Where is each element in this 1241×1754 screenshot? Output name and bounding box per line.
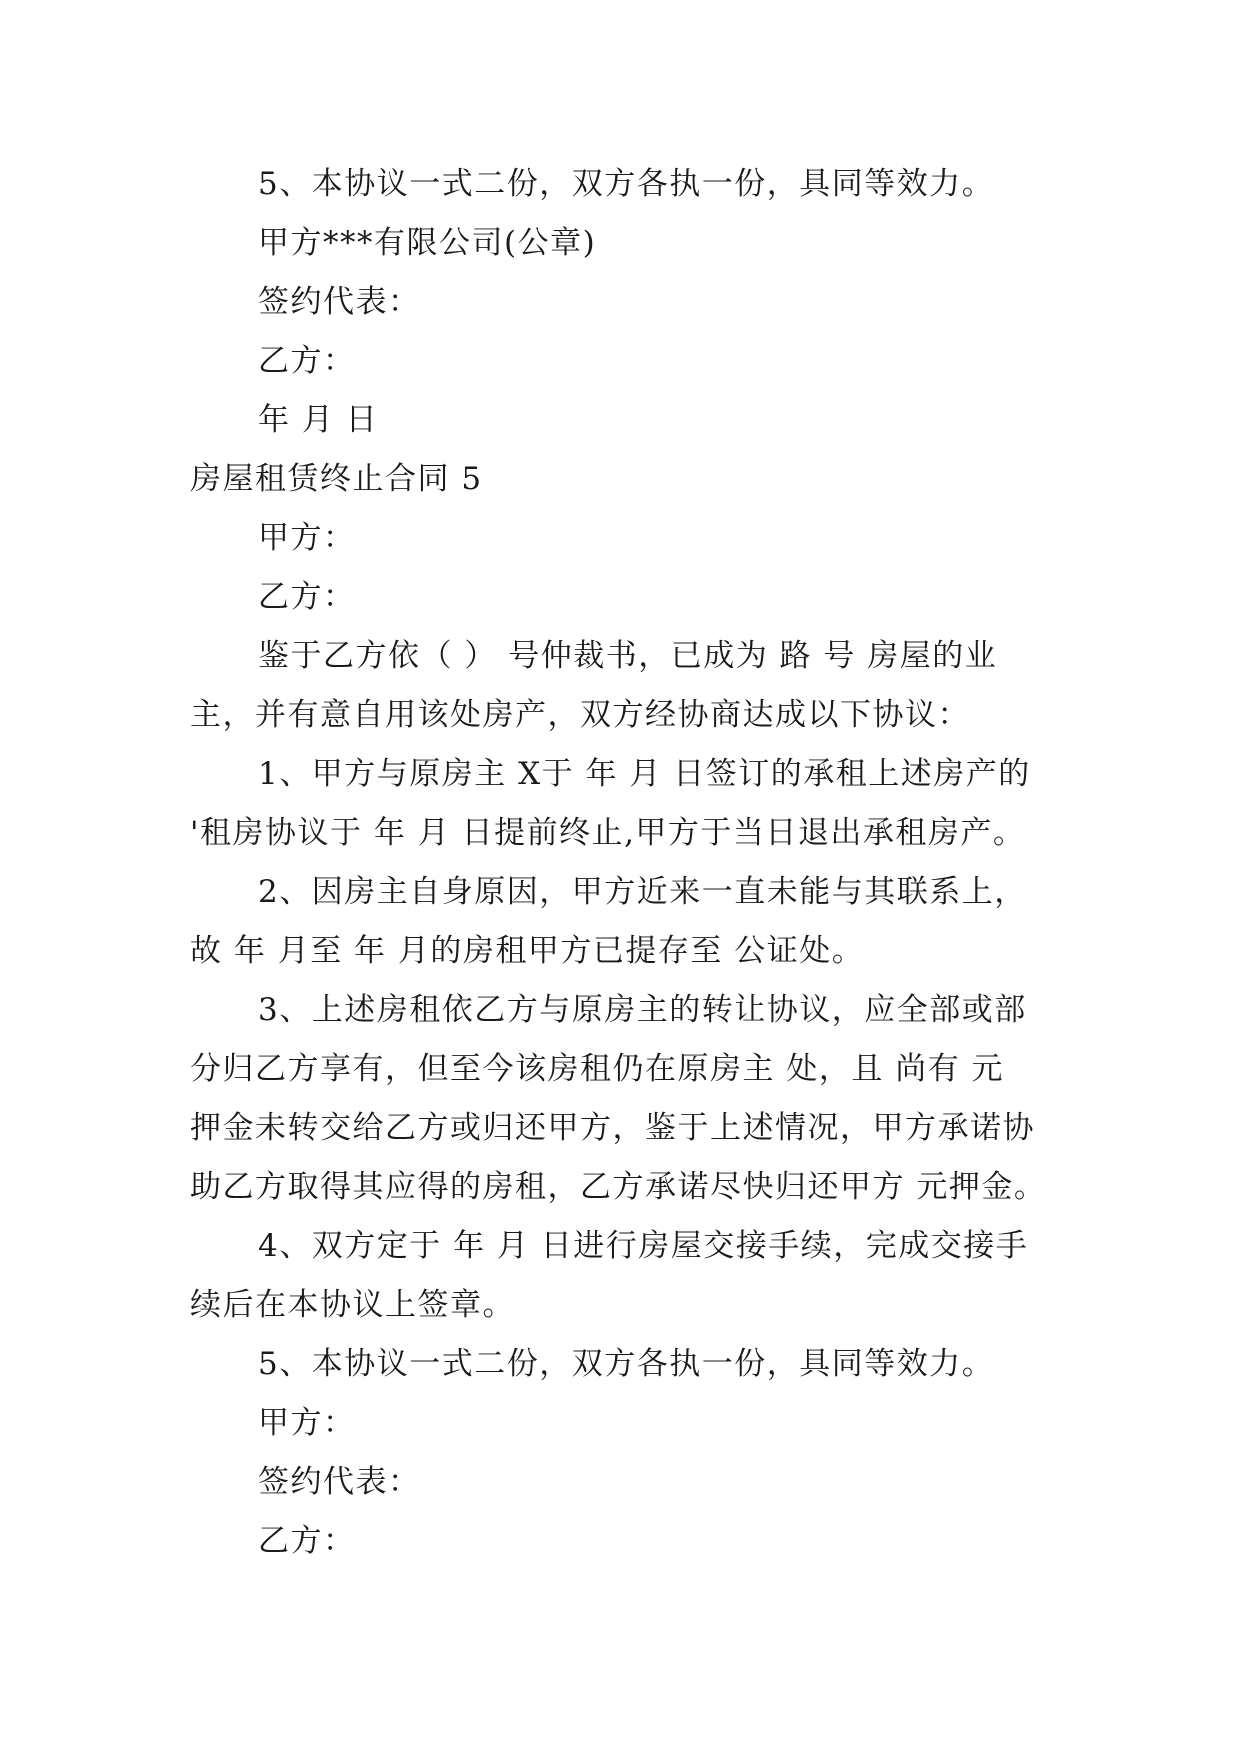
clause-1-line-1: 1、甲方与原房主 X于 年 月 日签订的承租上述房产的 <box>258 756 1031 792</box>
clause-3-line-2: 分归乙方享有，但至今该房租仍在原房主 处，且 尚有 元 <box>190 1051 1005 1087</box>
signing-representative: 签约代表： <box>258 1464 421 1500</box>
party-b-signature: 乙方： <box>258 1523 356 1559</box>
clause-3-line-1: 3、上述房租依乙方与原房主的转让协议，应全部或部 <box>258 992 1027 1028</box>
party-a-signature: 甲方： <box>258 1405 356 1441</box>
clause-5-copies: 5、本协议一式二份，双方各执一份，具同等效力。 <box>258 1346 995 1382</box>
party-a: 甲方： <box>258 520 356 556</box>
clause-3-line-3: 押金未转交给乙方或归还甲方，鉴于上述情况，甲方承诺协 <box>190 1110 1035 1146</box>
clause-2-line-1: 2、因房主自身原因，甲方近来一直未能与其联系上， <box>258 874 1027 910</box>
preamble-line-2: 主，并有意自用该处房产，双方经协商达成以下协议： <box>190 697 970 733</box>
party-b: 乙方： <box>258 343 356 379</box>
clause-3-line-4: 助乙方取得其应得的房租，乙方承诺尽快归还甲方 元押金。 <box>190 1169 1047 1205</box>
clause-5-copies: 5、本协议一式二份，双方各执一份，具同等效力。 <box>258 166 995 202</box>
clause-4-line-1: 4、双方定于 年 月 日进行房屋交接手续，完成交接手 <box>258 1228 1029 1264</box>
clause-4-line-2: 续后在本协议上签章。 <box>190 1287 515 1323</box>
section-title: 房屋租赁终止合同 5 <box>190 461 483 497</box>
party-a-company-seal: 甲方***有限公司(公章) <box>258 225 597 261</box>
preamble-line-1: 鉴于乙方依（ ） 号仲裁书，已成为 路 号 房屋的业 <box>258 638 998 674</box>
party-b: 乙方： <box>258 579 356 615</box>
clause-1-line-2: '租房协议于 年 月 日提前终止,甲方于当日退出承租房产。 <box>190 815 1026 851</box>
date-line: 年 月 日 <box>258 402 379 438</box>
signing-representative: 签约代表： <box>258 284 421 320</box>
clause-2-line-2: 故 年 月至 年 月的房租甲方已提存至 公证处。 <box>190 933 865 969</box>
